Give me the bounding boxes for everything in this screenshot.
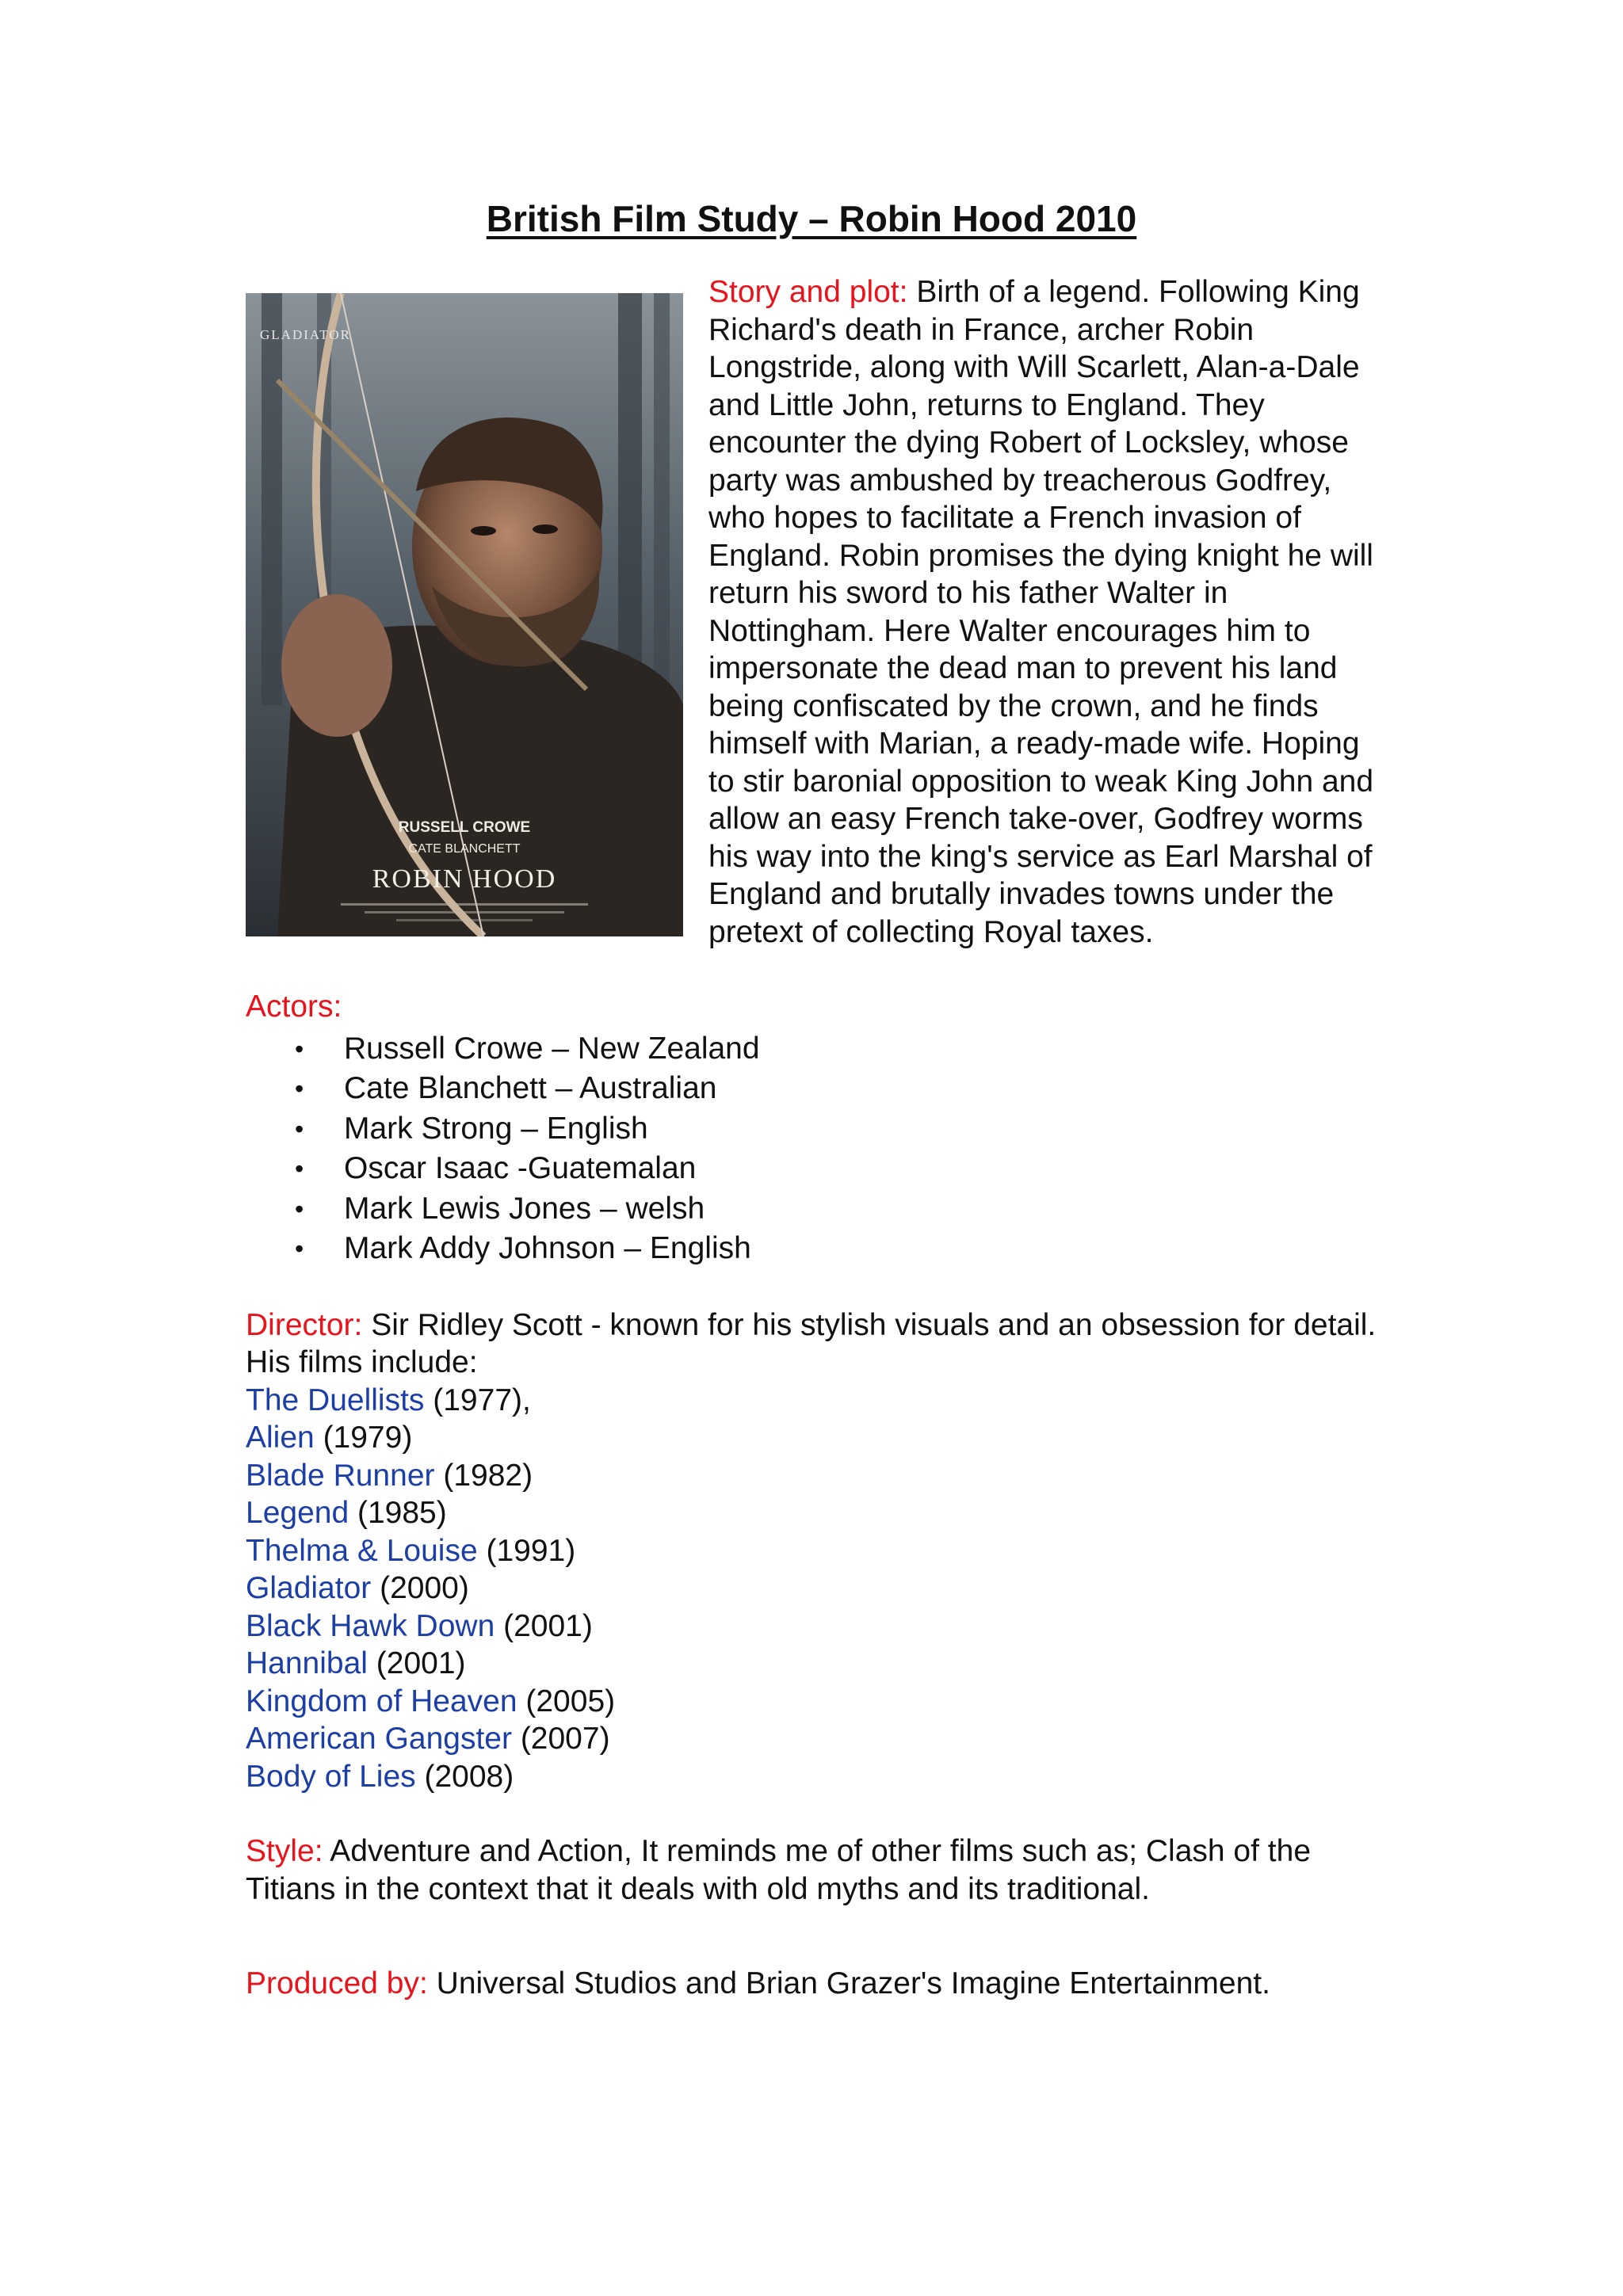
story-text: Birth of a legend. Following King Richard's death in France, archer Robin Longstride, along with Will Scarlett, Alan-a-Dale and Little John, returns to England. They encounter the dying Robert of Locksley, whose party was ambushed by treacherous Godfrey, who hopes to facilitate a French invasion of England. Robin promises the dying knight he will return his sword to his father Walter in Nottingham. Here Walter encourages him to impersonate the dead man to prevent his land being confiscated by the crown, and he finds himself with Marian, a ready-made wife. Hoping to stir baronial opposition to weak King John and allow an easy French take-over, Godfrey worms his way into the king's service as Earl Marshal of England and brutally invades towns under the pretext of collecting Royal taxes.: [708, 275, 1374, 949]
poster-actor-1: RUSSELL CROWE: [398, 819, 531, 836]
bullet-icon: •: [295, 1074, 304, 1103]
page-title: British Film Study – Robin Hood 2010: [486, 198, 1137, 239]
film-link[interactable]: Blade Runner: [246, 1458, 435, 1493]
film-link[interactable]: The Duellists: [246, 1383, 425, 1417]
robin-hood-poster-image: [246, 293, 683, 936]
style-section: [246, 1833, 1379, 1908]
films-list: [246, 1382, 1379, 1796]
film-link[interactable]: Thelma & Louise: [246, 1533, 478, 1568]
poster-top-text: GLADIATOR: [260, 327, 351, 342]
story-label: Story and plot:: [708, 275, 908, 309]
list-item: • Cate Blanchett – Australian: [246, 1069, 1379, 1109]
list-item: Hannibal (2001): [246, 1646, 466, 1680]
film-link[interactable]: Black Hawk Down: [246, 1608, 495, 1643]
produced-paragraph: [246, 1965, 1379, 2003]
poster-actor-2: CATE BLANCHETT: [408, 842, 521, 856]
bullet-icon: •: [295, 1034, 304, 1063]
film-link[interactable]: Kingdom of Heaven: [246, 1684, 517, 1718]
actors-section: [246, 988, 1379, 1269]
list-item: • Russell Crowe – New Zealand: [246, 1029, 1379, 1070]
list-item: • Mark Addy Johnson – English: [246, 1229, 1379, 1269]
film-link[interactable]: Legend: [246, 1496, 349, 1530]
bullet-icon: •: [295, 1234, 304, 1263]
list-item: The Duellists (1977),: [246, 1383, 531, 1417]
produced-section: [246, 1965, 1379, 2003]
style-paragraph: [246, 1833, 1379, 1908]
document-body: [246, 273, 1379, 2003]
bullet-icon: •: [295, 1114, 304, 1143]
director-paragraph: [246, 1306, 1379, 1382]
list-item: Thelma & Louise (1991): [246, 1533, 576, 1568]
style-text: Adventure and Action, It reminds me of other films such as; Clash of the Titians in the context that it deals with old myths and its traditional.: [246, 1834, 1312, 1906]
list-item: Legend (1985): [246, 1496, 447, 1530]
director-label: Director:: [246, 1307, 363, 1342]
poster-illustration: [246, 293, 683, 936]
bullet-icon: •: [295, 1154, 304, 1183]
poster-film-title: ROBIN HOOD: [372, 864, 557, 894]
list-item: Gladiator (2000): [246, 1571, 469, 1605]
produced-text: Universal Studios and Brian Grazer's Imagine Entertainment.: [427, 1966, 1270, 2000]
list-item: Body of Lies (2008): [246, 1759, 514, 1794]
film-link[interactable]: Alien: [246, 1421, 315, 1455]
director-section: [246, 1306, 1379, 1796]
list-item: American Gangster (2007): [246, 1722, 610, 1756]
actors-list: [246, 1029, 1379, 1269]
produced-label: Produced by:: [246, 1966, 428, 2000]
list-item: Alien (1979): [246, 1421, 413, 1455]
film-link[interactable]: Gladiator: [246, 1571, 372, 1605]
list-item: Black Hawk Down (2001): [246, 1608, 593, 1643]
bullet-icon: •: [295, 1194, 304, 1223]
film-link[interactable]: American Gangster: [246, 1722, 512, 1756]
list-item: • Mark Lewis Jones – welsh: [246, 1189, 1379, 1230]
list-item: • Mark Strong – English: [246, 1109, 1379, 1150]
film-link[interactable]: Hannibal: [246, 1646, 368, 1680]
director-text: Sir Ridley Scott - known for his stylish visuals and an obsession for detail. His films include:: [246, 1307, 1377, 1379]
list-item: Blade Runner (1982): [246, 1458, 533, 1493]
film-link[interactable]: Body of Lies: [246, 1759, 416, 1794]
list-item: • Oscar Isaac -Guatemalan: [246, 1149, 1379, 1189]
actors-label: Actors:: [246, 990, 342, 1024]
list-item: Kingdom of Heaven (2005): [246, 1684, 616, 1718]
style-label: Style:: [246, 1834, 323, 1868]
